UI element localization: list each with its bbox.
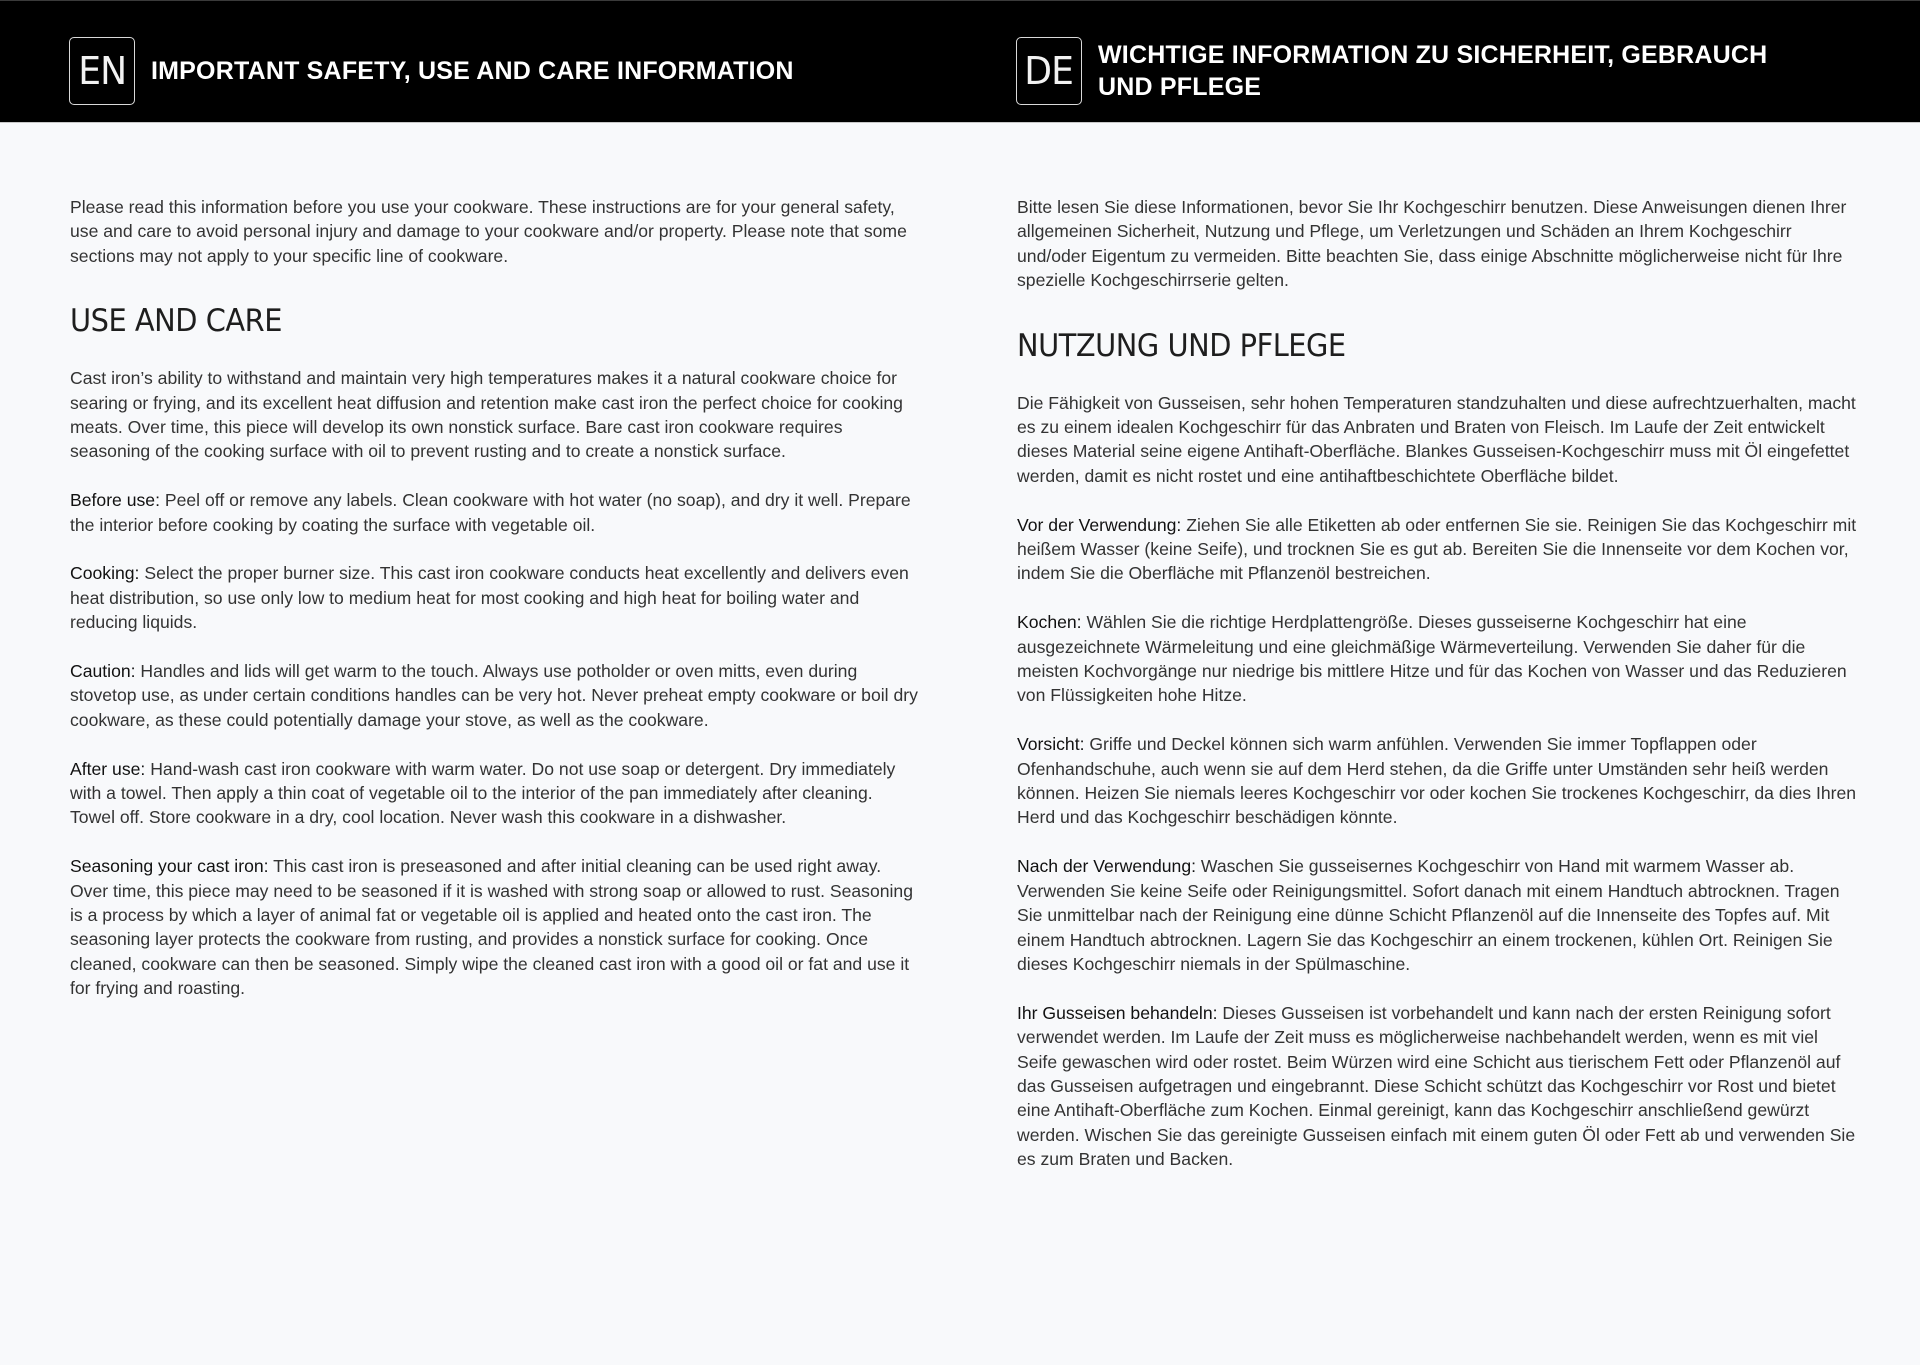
english-paragraph-after-use [70, 757, 920, 830]
english-paragraph-cooking [70, 561, 920, 634]
german-paragraph-seasoning [1017, 1001, 1857, 1172]
paragraph-label: Before use: [70, 490, 160, 511]
paragraph-text: Dieses Gusseisen ist vorbehandelt und kann nach der ersten Reinigung sofort verwendet werden. Im Laufe der Zeit muss es möglicherweise nachbehandelt werden, wenn es mit viel Seife gewaschen wird oder rostet. Beim Würzen wird eine Schicht aus tierischem Fett oder Pflanzenöl auf das Gusseisen aufgetragen und eingebrannt. Diese Schicht schützt das Kochgeschirr vor Rost und bietet eine Antihaft-Oberfläche zum Kochen. Einmal gereinigt, kann das Kochgeschirr anschließend gewürzt werden. Wischen Sie das gereinigte Gusseisen einfach mit einem guten Öl oder Fett ab und verwenden Sie es zum Braten und Backen. [1017, 1002, 1856, 1170]
paragraph-label: Vor der Verwendung: [1017, 514, 1182, 535]
german-paragraph-after-use [1017, 854, 1857, 976]
paragraph-text: Handles and lids will get warm to the touch. Always use potholder or oven mitts, even during stovetop use, as under certain conditions handles can be very hot. Never preheat empty cookware or boil dry cookware, as these could potentially damage your stove, as well as the cookware. [70, 661, 918, 730]
paragraph-label: Cooking: [70, 563, 140, 584]
paragraph-text: Griffe und Deckel können sich warm anfühlen. Verwenden Sie immer Topflappen oder Ofenhandschuhe, auch wenn sie auf dem Herd stehen, da die Griffe unter Umständen sehr heiß werden können. Heizen Sie niemals leeres Kochgeschirr vor oder kochen Sie trockenes Kochgeschirr, da dies Ihren Herd und das Kochgeschirr beschädigen könnte. [1017, 734, 1857, 828]
german-section-heading: NUTZUNG UND PFLEGE [1017, 327, 1346, 364]
paragraph-label: Seasoning your cast iron: [70, 856, 269, 877]
paragraph-text: Waschen Sie gusseisernes Kochgeschirr von Hand mit warmem Wasser ab. Verwenden Sie keine Seife oder Reinigungsmittel. Sofort danach mit einem Handtuch abtrocknen. Tragen Sie unmittelbar nach der Reinigung eine dünne Schicht Pflanzenöl auf die Innenseite des Topfes auf. Mit einem Handtuch abtrocknen. Lagern Sie das Kochgeschirr an einem trockenen, kühlen Ort. Reinigen Sie dieses Kochgeschirr niemals in der Spülmaschine. [1017, 856, 1840, 974]
english-intro: Please read this information before you use your cookware. These instructions are for your general safety, use and care to avoid personal injury and damage to your cookware and/or property. Please note that some sections may not apply to your specific line of cookware. [70, 197, 907, 266]
english-paragraph-caution [70, 659, 920, 732]
german-paragraph-overview [1017, 391, 1857, 489]
paragraph-text: Hand-wash cast iron cookware with warm water. Do not use soap or detergent. Dry immediately with a towel. Then apply a thin coat of vegetable oil to the interior of the pan immediately after cleaning. Towel off. Store cookware in a dry, cool location. Never wash this cookware in a dishwasher. [70, 758, 896, 828]
paragraph-label: Nach der Verwendung: [1017, 856, 1196, 877]
paragraph-text: This cast iron is preseasoned and after initial cleaning can be used right away. Over time, this piece may need to be seasoned if it is washed with strong soap or allowed to rust. Seasoning is a process by which a layer of animal fat or vegetable oil is applied and heated onto the cast iron. The seasoning layer protects the cookware from rusting, and provides a nonstick surface for cooking. Once cleaned, cookware can then be seasoned. Simply wipe the cleaned cast iron with a good oil or fat and use it for frying and roasting. [70, 856, 913, 999]
header-bar [0, 0, 1920, 123]
paragraph-text: Die Fähigkeit von Gusseisen, sehr hohen Temperaturen standzuhalten und diese aufrechtzuerhalten, macht es zu einem idealen Kochgeschirr für das Anbraten und Braten von Fleisch. Im Laufe der Zeit entwickelt dieses Material seine eigene Antihaft-Oberfläche. Blankes Gusseisen-Kochgeschirr muss mit Öl eingefettet werden, damit es nicht rostet und eine antihaftbeschichtete Oberfläche bildet. [1017, 392, 1856, 486]
paragraph-text: Ziehen Sie alle Etiketten ab oder entfernen Sie sie. Reinigen Sie das Kochgeschirr mit heißem Wasser (keine Seife), und trocknen Sie es gut ab. Bereiten Sie die Innenseite vor dem Kochen vor, indem Sie die Oberfläche mit Pflanzenöl bestreichen. [1017, 514, 1857, 584]
paragraph-label: Vorsicht: [1017, 734, 1085, 755]
paragraph-text: Wählen Sie die richtige Herdplattengröße. Dieses gusseiserne Kochgeschirr hat eine ausgezeichnete Wärmeleitung und eine gleichmäßige Wärmeverteilung. Verwenden Sie daher für die meisten Kochvorgänge nur niedrige bis mittlere Hitze und für das Kochen von Wasser und das Reduzieren von Flüssigkeiten hohe Hitze. [1017, 612, 1847, 706]
english-title: IMPORTANT SAFETY, USE AND CARE INFORMATION [151, 57, 794, 85]
english-paragraph-before-use [70, 488, 920, 537]
paragraph-text: Cast iron’s ability to withstand and maintain very high temperatures makes it a natural cookware choice for searing or frying, and its excellent heat diffusion and retention make cast iron the perfect choice for cooking meats. Over time, this piece will develop its own nonstick surface. Bare cast iron cookware requires seasoning of the cooking surface with oil to prevent rusting and to create a nonstick surface. [70, 368, 903, 462]
language-code-de: DE [1024, 49, 1074, 93]
language-badge-en [69, 37, 135, 105]
german-paragraph-before-use [1017, 513, 1857, 586]
paragraph-label: Ihr Gusseisen behandeln: [1017, 1002, 1218, 1023]
german-intro: Bitte lesen Sie diese Informationen, bevor Sie Ihr Kochgeschirr benutzen. Diese Anweisungen dienen Ihrer allgemeinen Sicherheit, Nutzung und Pflege, um Verletzungen und Schäden an Ihrem Kochgeschirr und/oder Eigentum zu vermeiden. Bitte beachten Sie, dass einige Abschnitte möglicherweise nicht für Ihre spezielle Kochgeschirrserie gelten. [1017, 197, 1847, 291]
english-column [70, 195, 920, 1001]
german-column [1017, 195, 1857, 1172]
english-paragraph-overview [70, 366, 920, 464]
english-paragraph-seasoning [70, 854, 920, 1000]
english-section-heading: USE AND CARE [70, 303, 282, 340]
german-paragraph-cooking [1017, 610, 1857, 708]
english-header [69, 37, 794, 105]
paragraph-text: Select the proper burner size. This cast iron cookware conducts heat excellently and delivers even heat distribution, so use only low to medium heat for most cooking and high heat for boiling water and reducing liquids. [70, 563, 909, 633]
paragraph-label: Kochen: [1017, 612, 1082, 633]
paragraph-label: After use: [70, 758, 146, 779]
german-title: WICHTIGE INFORMATION ZU SICHERHEIT, GEBRAUCH UND PFLEGE [1098, 41, 1768, 101]
german-header [1016, 37, 1798, 105]
language-code-en: EN [78, 49, 126, 93]
german-paragraph-caution [1017, 732, 1857, 830]
paragraph-text: Peel off or remove any labels. Clean cookware with hot water (no soap), and dry it well. Prepare the interior before cooking by coating the surface with vegetable oil. [70, 490, 911, 535]
paragraph-label: Caution: [70, 661, 136, 682]
language-badge-de [1016, 37, 1082, 105]
